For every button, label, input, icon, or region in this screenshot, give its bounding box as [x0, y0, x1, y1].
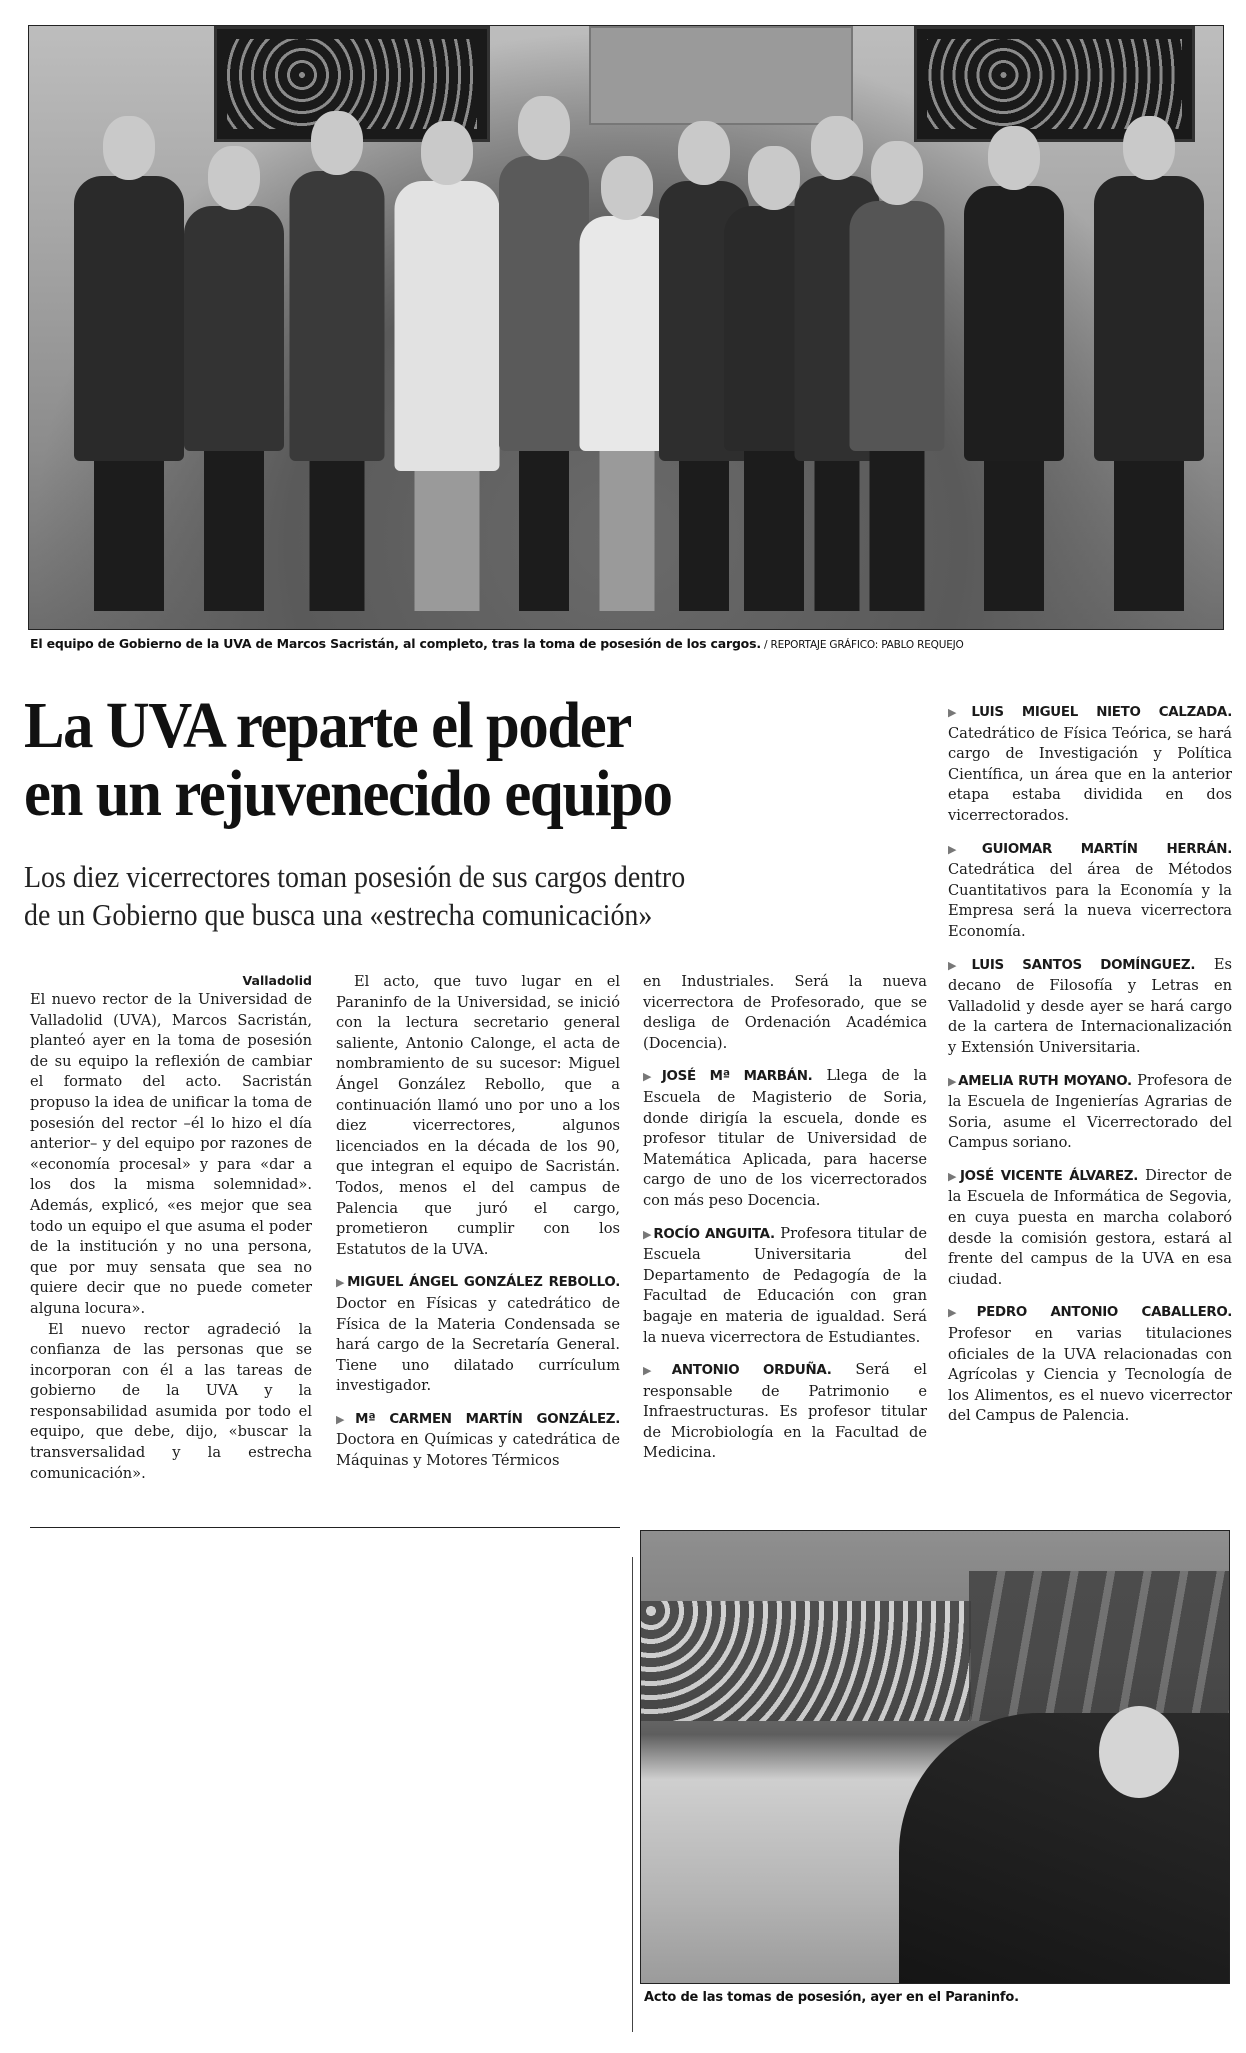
bio-text: Profesor en varias titulaciones oficiales de la UVA relacionadas con Agrícolas y Ciencia y Tecnología de los Alimentos, es el nuevo vicerrector del Campus de Palencia. [948, 1325, 1232, 1425]
article-paragraph: El nuevo rector agradeció la confianza de las personas que se incorporan con él a las tareas de gobierno de la UVA y la responsabilidad asumida por todo el equipo, que debe, dijo, «buscar la transversalidad y la estrecha comunicación». [30, 1320, 312, 1482]
bullet-arrow-icon: ▶ [643, 1227, 653, 1241]
bio-entry [948, 1071, 1232, 1154]
bio-entry [948, 1302, 1232, 1427]
bullet-arrow-icon: ▶ [948, 706, 971, 719]
bio-name: LUIS SANTOS DOMÍNGUEZ. [971, 957, 1196, 973]
person-silhouette [1089, 116, 1209, 611]
person-silhouette [389, 121, 504, 611]
bio-entry [948, 1166, 1232, 1291]
bio-name: MIGUEL ÁNGEL GONZÁLEZ REBOLLO. [347, 1275, 620, 1291]
person-body [394, 181, 499, 471]
article-column-1 [30, 972, 312, 1484]
wall-painting [589, 26, 853, 125]
person-head [871, 141, 923, 205]
person-legs [984, 461, 1044, 611]
bio-name: LUIS MIGUEL NIETO CALZADA. [971, 705, 1232, 720]
person-head [518, 96, 570, 160]
bullet-arrow-icon: ▶ [948, 1074, 958, 1088]
headline [24, 689, 852, 830]
bullet-arrow-icon: ▶ [336, 1412, 355, 1426]
person-legs [599, 451, 654, 611]
headline-line-2: en un rejuvenecido equipo [24, 757, 672, 830]
front-row-attendees [899, 1713, 1229, 1983]
person-legs [414, 471, 479, 611]
bio-continuation: en Industriales. Será la nueva vicerrectora de Profesorado, que se desliga de Ordenación Académica (Docencia). [643, 973, 927, 1052]
person-head [311, 111, 363, 175]
bullet-arrow-icon: ▶ [643, 1070, 661, 1084]
person-head [103, 116, 155, 180]
article-paragraph: El nuevo rector de la Universidad de Valladolid (UVA), Marcos Sacristán, planteó ayer en la toma de posesión de su equipo la reflexión de cambiar el formato del acto. Sacristán propuso la idea de unificar la toma de posesión del rector –él lo hizo el día anterior– y del equipo por razones de «economía procesal» y para «dar a los dos la misma solemnidad». Además, explicó, «es mejor que sea todo un equipo el que asuma el poder de la institución y no una persona, que por muy sensata que sea no quiere decir que no puede cometer alguna locura». [30, 991, 312, 1317]
bullet-arrow-icon: ▶ [336, 1276, 347, 1290]
bio-name: AMELIA RUTH MOYANO. [958, 1073, 1132, 1089]
bio-entry [643, 1066, 927, 1211]
bio-name: Mª CARMEN MARTÍN GONZÁLEZ. [355, 1411, 620, 1427]
bio-text: Doctor en Físicas y catedrático de Física de la Materia Condensada se hará cargo de la Secretaría General. Tiene uno dilatado currículum investigador. [336, 1294, 620, 1395]
person-silhouette [284, 111, 389, 611]
subheadline-line-2: de un Gobierno que busca una «estrecha comunicación» [24, 897, 653, 932]
person-head [988, 126, 1040, 190]
bio-text: Es decano de Filosofía y Letras en Valladolid y desde ayer se hará cargo de la cartera de Internacionalización y Extensión Universitaria. [948, 955, 1232, 1056]
section-divider [30, 1527, 620, 1528]
bullet-arrow-icon: ▶ [948, 1306, 976, 1320]
bio-name: JOSÉ Mª MARBÁN. [661, 1069, 813, 1085]
bottom-photo-caption: Acto de las tomas de posesión, ayer en el Paraninfo. [644, 1990, 1019, 2005]
headline-line-1: La UVA reparte el poder [24, 689, 631, 762]
bio-entry [948, 955, 1232, 1059]
bio-text: Director de la Escuela de Informática de Segovia, en cuya puesta en marcha colaboró desde la comisión gestora, estará al frente del campus de la UVA en esa ciudad. [948, 1166, 1232, 1288]
bio-entry [948, 702, 1232, 827]
bio-entry [643, 1360, 927, 1464]
ceremony-photo [640, 1530, 1230, 1984]
person-body [74, 176, 184, 461]
person-head [1123, 116, 1175, 180]
bullet-arrow-icon: ▶ [948, 1169, 959, 1183]
person-head [208, 146, 260, 210]
person-head [601, 156, 653, 220]
bio-entry [336, 1272, 620, 1397]
bio-name: JOSÉ VICENTE ÁLVAREZ. [959, 1168, 1138, 1184]
bio-text: Doctora en Químicas y catedrática de Máquinas y Motores Térmicos [336, 1431, 620, 1470]
bio-text: Profesora de la Escuela de Ingenierías Agrarias de Soria, asume el Vicerrectorado del Campus soriano. [948, 1071, 1232, 1152]
bio-text: Catedrático de Física Teórica, se hará cargo de Investigación y Política Científica, un área que en la anterior etapa estaba dividida en dos vicerrectorados. [948, 724, 1232, 824]
article-column-2 [336, 972, 620, 1472]
person-legs [1114, 461, 1184, 611]
bio-text: Llega de la Escuela de Magisterio de Soria, donde dirigía la escuela, donde es profesor titular de Universidad de Matemática Aplicada, para hacerse cargo de uno de los vicerrectorados con más peso Docencia. [643, 1067, 927, 1209]
person-legs [519, 451, 569, 611]
person-legs [94, 461, 164, 611]
article-column-3 [643, 972, 927, 1464]
person-silhouette [844, 141, 949, 611]
bio-name: GUIOMAR MARTÍN HERRÁN. [981, 841, 1232, 857]
column-divider [632, 1557, 633, 2032]
bio-name: ANTONIO ORDUÑA. [671, 1363, 832, 1379]
person-silhouette [959, 126, 1069, 611]
subheadline [24, 858, 834, 934]
person-body [289, 171, 384, 461]
auditorium-seats [969, 1571, 1229, 1721]
bullet-arrow-icon: ▶ [948, 842, 981, 856]
person-silhouette [69, 116, 189, 611]
dateline: Valladolid [242, 973, 312, 988]
bio-entry [336, 1409, 620, 1472]
audience-crowd [641, 1601, 971, 1721]
person-silhouette [179, 146, 289, 611]
caption-text: El equipo de Gobierno de la UVA de Marcos Sacristán, al completo, tras la toma de posesión de los cargos. [30, 636, 761, 651]
bio-entry [643, 1224, 927, 1349]
photo-credit: / REPORTAJE GRÁFICO: PABLO REQUEJO [760, 639, 964, 651]
person-body [849, 201, 944, 451]
person-body [184, 206, 284, 451]
person-body [964, 186, 1064, 461]
top-photo-caption [30, 636, 964, 651]
bio-entry [948, 839, 1232, 943]
person-legs [309, 461, 364, 611]
article-paragraph: El acto, que tuvo lugar en el Paraninfo de la Universidad, se inició con la lectura secretario general saliente, Antonio Calonge, el acta de nombramiento de su sucesor: Miguel Ángel González Rebollo, que a continuación llamó uno por uno a los diez vicerrectores, algunos licenciados en la década de los 90, que integran el equipo de Sacristán. Todos, menos el del campus de Palencia que juró el cargo, prometieron cumplir con los Estatutos de la UVA. [336, 973, 620, 1258]
bio-name: ROCÍO ANGUITA. [653, 1226, 775, 1242]
person-legs [869, 451, 924, 611]
bullet-arrow-icon: ▶ [643, 1364, 671, 1378]
bullet-arrow-icon: ▶ [948, 958, 971, 972]
bio-text: Será el responsable de Patrimonio e Infraestructuras. Es profesor titular de Microbiología en la Facultad de Medicina. [643, 1361, 927, 1462]
article-column-4 [948, 702, 1232, 1427]
subheadline-line-1: Los diez vicerrectores toman posesión de sus cargos dentro [24, 859, 686, 894]
person-head [421, 121, 473, 185]
team-group-photo [28, 25, 1224, 630]
bio-text: Profesora titular de Escuela Universitaria del Departamento de Pedagogía de la Facultad de Educación con gran bagaje en materia de igualdad. Será la nueva vicerrectora de Estudiantes. [643, 1224, 928, 1346]
bio-text: Catedrática del área de Métodos Cuantitativos para la Economía y la Empresa será la nueva vicerrectora Economía. [948, 861, 1232, 940]
person-body [1094, 176, 1204, 461]
person-legs [204, 451, 264, 611]
bio-name: PEDRO ANTONIO CABALLERO. [976, 1305, 1232, 1321]
attendee-head [1099, 1706, 1179, 1798]
